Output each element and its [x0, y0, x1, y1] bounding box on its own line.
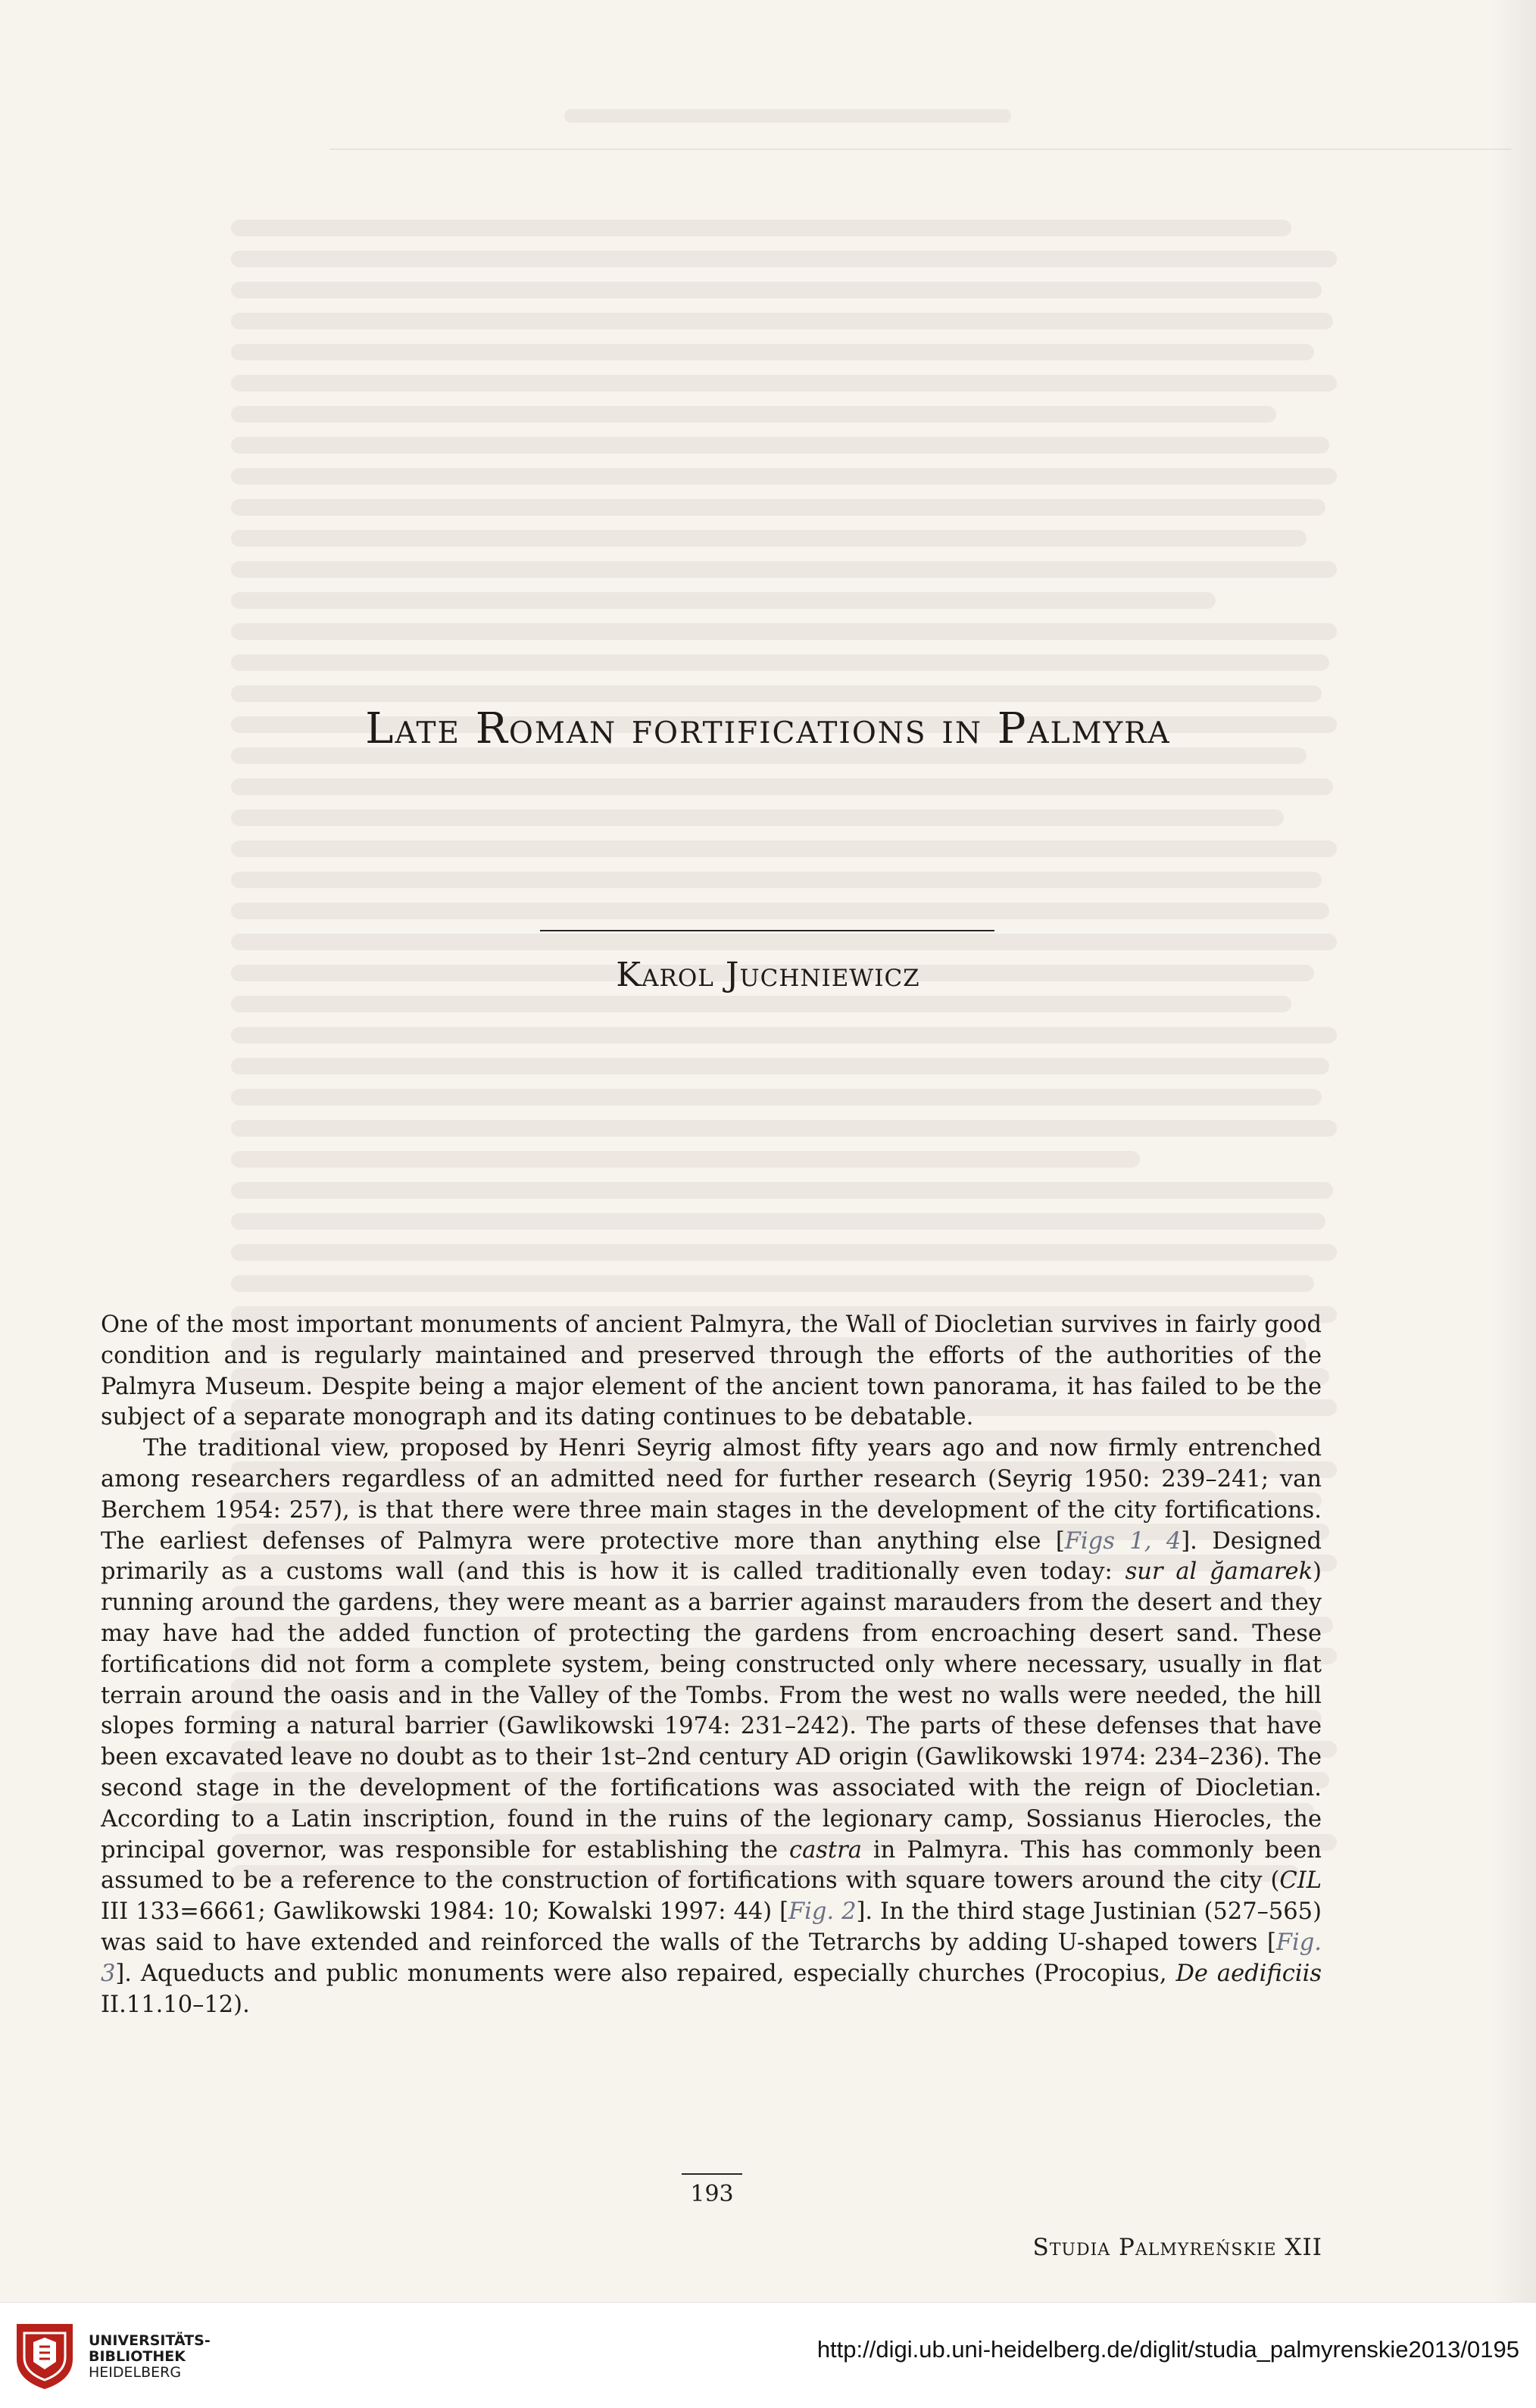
show-through-line	[231, 1244, 1337, 1261]
library-name-line-2: BIBLIOTHEK	[89, 2348, 186, 2365]
text-run: The traditional view, proposed by Henri Seyrig almost fifty years ago and now firmly entrenched among researchers regardless of an admitted need for further research (Seyrig 1950: 239–241; van Berchem 1954: 257), is that there were three main stages in the development of the city fortifications. The earliest defenses of Palmyra were protective more than anything else [	[101, 1435, 1322, 1555]
show-through-line	[231, 530, 1307, 547]
journal-name: Studia Palmyreńskie XII	[1032, 2234, 1322, 2261]
page-edge-shadow	[1491, 0, 1536, 2302]
show-through-line	[231, 344, 1314, 360]
show-through-line	[231, 841, 1337, 857]
show-through-line	[231, 251, 1337, 267]
page-number: 193	[690, 2181, 734, 2207]
show-through-line	[231, 375, 1337, 391]
text-run: III 133=6661; Gawlikowski 1984: 10; Kowalski 1997: 44) [	[101, 1898, 789, 1926]
show-through-line	[231, 934, 1337, 950]
show-through-line	[231, 1213, 1325, 1230]
show-through-line	[231, 1058, 1329, 1075]
italic-work-title: De aedificiis	[1175, 1960, 1322, 1987]
text-run: ]. In the third stage Justinian (527–565) was said to have extended and reinforced the walls of the Tetrarchs by adding U-shaped towers [	[101, 1898, 1322, 1956]
italic-abbreviation: CIL	[1279, 1867, 1322, 1895]
show-through-line	[231, 313, 1333, 329]
show-through-line	[231, 468, 1337, 485]
figure-reference[interactable]: Figs 1, 4	[1064, 1527, 1182, 1555]
show-through-line	[231, 996, 1291, 1012]
library-name	[89, 2333, 211, 2381]
show-through-line	[231, 1089, 1322, 1106]
title-divider	[540, 930, 994, 931]
italic-term: castra	[789, 1836, 862, 1864]
italic-term: sur al ğamarek	[1125, 1558, 1313, 1586]
show-through-line	[231, 1027, 1337, 1043]
library-name-line-3: HEIDELBERG	[89, 2364, 182, 2381]
article-title: Late Roman fortifications in Palmyra	[365, 704, 1171, 753]
page-number-rule	[682, 2173, 742, 2175]
show-through-running-head	[564, 109, 1011, 123]
show-through-line	[231, 592, 1216, 609]
show-through-line	[231, 1275, 1314, 1292]
library-name-line-1: UNIVERSITÄTS-	[89, 2332, 211, 2349]
show-through-line	[231, 685, 1322, 702]
show-through-line	[231, 437, 1329, 454]
library-seal-icon	[11, 2319, 79, 2392]
show-through-line	[231, 220, 1291, 236]
article-body	[101, 1310, 1322, 2020]
show-through-line	[231, 406, 1276, 423]
show-through-line	[231, 623, 1337, 640]
paragraph-2	[101, 1433, 1322, 2020]
show-through-line	[231, 872, 1322, 888]
show-through-line	[231, 561, 1337, 578]
text-run: II.11.10–12).	[101, 1991, 250, 2018]
source-url-link[interactable]: http://digi.ub.uni-heidelberg.de/diglit/studia_palmyrenskie2013/0195	[816, 2336, 1519, 2363]
paragraph-1: One of the most important monuments of ancient Palmyra, the Wall of Diocletian survives in fairly good condition and is regularly maintained and preserved through the efforts of the authorities of the Palmyra Museum. Despite being a major element of the ancient town panorama, it has failed to be the subject of a separate monograph and its dating continues to be debatable.	[101, 1312, 1322, 1431]
show-through-line	[231, 654, 1329, 671]
show-through-line	[231, 809, 1284, 826]
author-name: Karol Juchniewicz	[616, 956, 920, 994]
show-through-line	[231, 1151, 1140, 1168]
show-through-rule	[329, 148, 1511, 150]
show-through-line	[231, 282, 1322, 298]
text-run: ]. Designed primarily as a customs wall (and this is how it is called traditionally even today:	[101, 1527, 1322, 1586]
show-through-line	[231, 499, 1325, 516]
figure-reference[interactable]: Fig. 2	[788, 1898, 857, 1926]
show-through-line	[231, 1120, 1337, 1137]
text-run: ) running around the gardens, they were meant as a barrier against marauders from the desert and they may have had the added function of protecting the gardens from encroaching desert sand. These fortifications did not form a complete system, being constructed only where necessary, usually in flat terrain around the oasis and in the Valley of the Tombs. From the west no walls were needed, the hill slopes forming a natural barrier (Gawlikowski 1974: 231–242). The parts of these defenses that have been excavated leave no doubt as to their 1st–2nd century AD origin (Gawlikowski 1974: 234–236). The second stage in the development of the fortifications was associated with the reign of Diocletian. According to a Latin inscription, found in the ruins of the legionary camp, Sossianus Hierocles, the principal governor, was responsible for establishing the	[101, 1558, 1322, 1864]
text-run: in Palmyra. This has commonly been assumed to be a reference to the construction of fortifications with square towers around the city (	[101, 1836, 1322, 1895]
show-through-line	[231, 778, 1333, 795]
show-through-line	[231, 1182, 1333, 1199]
show-through-line	[231, 903, 1329, 919]
text-run: ]. Aqueducts and public monuments were also repaired, especially churches (Procopius,	[115, 1960, 1176, 1987]
library-footer-bar	[0, 2302, 1536, 2408]
figure-reference[interactable]: Fig. 3	[101, 1929, 1322, 1987]
